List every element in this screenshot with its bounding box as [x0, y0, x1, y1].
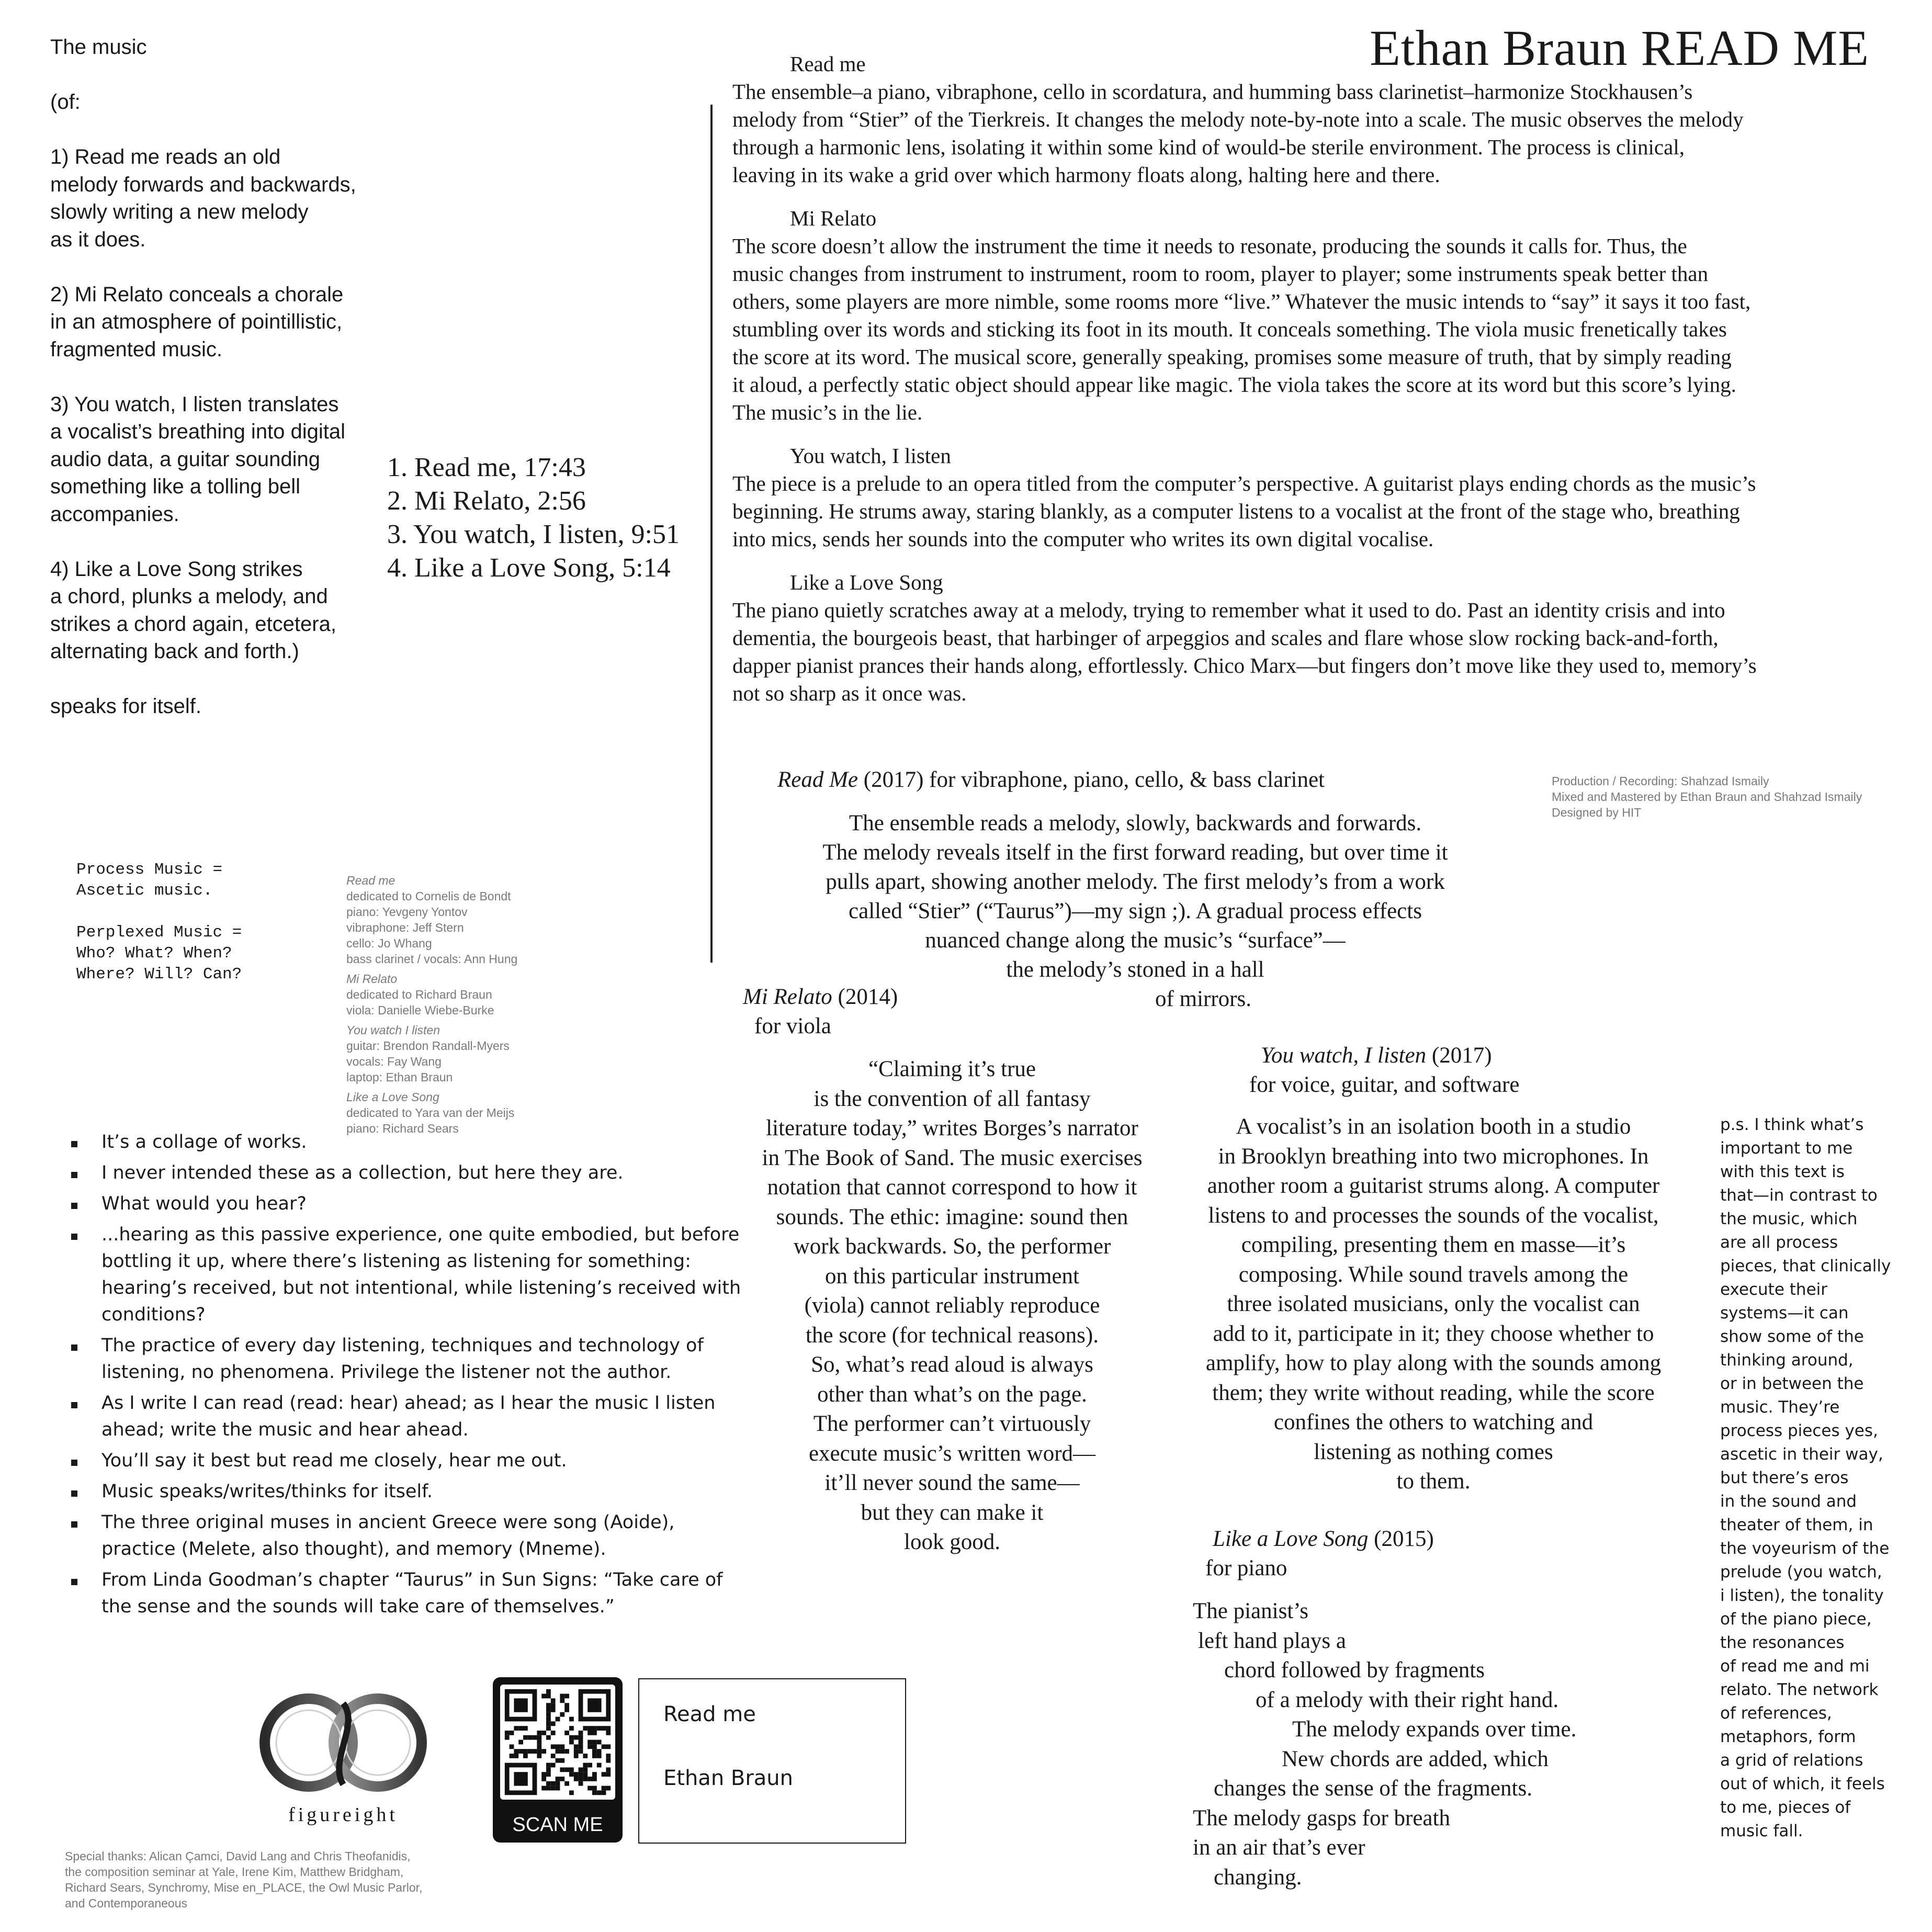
- ps-line: i listen), the tonality: [1720, 1586, 1884, 1605]
- intro-line: a vocalist’s breathing into digital: [50, 420, 346, 443]
- intro-line: 2) Mi Relato conceals a chorale: [50, 283, 344, 306]
- poem-line: in The Book of Sand. The music exercises: [762, 1145, 1143, 1170]
- credit-line: Designed by HIT: [1552, 806, 1642, 819]
- intro-line: melody forwards and backwards,: [50, 173, 356, 196]
- process-line: Where? Will? Can?: [76, 965, 242, 984]
- intro-line: 3) You watch, I listen translates: [50, 392, 339, 416]
- bullet-item: What would you hear?: [69, 1191, 754, 1217]
- thanks-line: Richard Sears, Synchromy, Mise en_PLACE, the Owl Music Parlor,: [65, 1881, 423, 1894]
- intro-line: audio data, a guitar sounding: [50, 447, 320, 471]
- note-line: into mics, sends her sounds into the computer who writes its own digital vocalise.: [732, 527, 1434, 551]
- poem-line: execute music’s written word—: [808, 1441, 1096, 1466]
- ps-line: relato. The network: [1720, 1680, 1879, 1699]
- poem-line: The performer can’t virtuously: [813, 1411, 1091, 1436]
- intro-line: speaks for itself.: [50, 695, 202, 718]
- program-notes: [732, 50, 1757, 707]
- poem-love-song-heading: Like a Love Song (2015) for piano: [1205, 1527, 1434, 1580]
- dedication-line: piano: Richard Sears: [346, 1122, 459, 1135]
- ps-line: music fall.: [1720, 1822, 1803, 1840]
- dedication-line: vocals: Fay Wang: [346, 1055, 442, 1068]
- dedication-line: viola: Danielle Wiebe-Burke: [346, 1003, 494, 1017]
- ps-line: with this text is: [1720, 1162, 1845, 1181]
- bullet-item: As I write I can read (read: hear) ahead; as I hear the music I listen ahead; write the music and hear ahead.: [69, 1390, 754, 1443]
- bullet-item: The three original muses in ancient Greece were song (Aoide), practice (Melete, also thought), and memory (Mneme).: [69, 1509, 754, 1563]
- ps-line: music. They’re: [1720, 1398, 1840, 1417]
- intro-line: fragmented music.: [50, 337, 223, 361]
- bullet-list: [69, 1129, 754, 1624]
- dedication-line: piano: Yevgeny Yontov: [346, 905, 468, 919]
- poem-line: changes the sense of the fragments.: [1214, 1776, 1532, 1801]
- track-item: 1. Read me, 17:43: [387, 453, 586, 482]
- ps-line: systems—it can: [1720, 1304, 1849, 1323]
- ps-line: that—in contrast to: [1720, 1186, 1878, 1205]
- special-thanks: [65, 1848, 422, 1911]
- poem-read-me: [777, 767, 1325, 793]
- poem-line: A vocalist’s in an isolation booth in a studio: [1236, 1114, 1631, 1139]
- poem-line: notation that cannot correspond to how it: [767, 1175, 1137, 1200]
- production-credits: [1552, 773, 1862, 820]
- poem-line: another room a guitarist strums along. A computer: [1207, 1173, 1660, 1198]
- figure-eight-serpent-icon: [250, 1688, 436, 1798]
- poem-line: compiling, presenting them en masse—it’s: [1241, 1233, 1626, 1257]
- poem-line: the melody’s stoned in a hall: [1006, 957, 1264, 982]
- ps-line: show some of the: [1720, 1327, 1864, 1346]
- qr-label: SCAN ME: [512, 1814, 603, 1836]
- poem-line: New chords are added, which: [1282, 1746, 1549, 1771]
- intro-text: [50, 33, 356, 720]
- dedication-line: guitar: Brendon Randall-Myers: [346, 1039, 510, 1053]
- poem-line: chord followed by fragments: [1224, 1658, 1485, 1682]
- poem-line: to them.: [1396, 1469, 1471, 1494]
- process-line: Ascetic music.: [76, 882, 213, 900]
- note-line: the score at its word. The musical score, generally speaking, promises some measure of truth, that by simply reading: [732, 345, 1732, 369]
- note-heading: You watch, I listen: [790, 444, 951, 468]
- poem-you-watch-heading: You watch, I listen (2017) for voice, guitar, and software: [1249, 1043, 1520, 1097]
- intro-line: in an atmosphere of pointillistic,: [50, 310, 343, 333]
- intro-line: The music: [50, 36, 147, 59]
- note-heading: Read me: [790, 52, 866, 76]
- note-line: dapper pianist prances their hands along, effortlessly. Chico Marx—but fingers don’t move like they used to, memory’s: [732, 653, 1757, 677]
- ps-line: in the sound and: [1720, 1492, 1857, 1511]
- ps-line: a grid of relations: [1720, 1751, 1863, 1770]
- poem-love-song-body: [1193, 1597, 1576, 1892]
- logo-label: figureight: [288, 1804, 398, 1826]
- poem-line: it’ll never sound the same—: [824, 1471, 1080, 1495]
- process-music-text: [76, 860, 242, 985]
- poem-line: of mirrors.: [1155, 987, 1251, 1011]
- intro-line: (of:: [50, 91, 81, 114]
- ps-line: or in between the: [1720, 1374, 1864, 1393]
- intro-line: 4) Like a Love Song strikes: [50, 557, 303, 581]
- qr-code-block[interactable]: [493, 1677, 623, 1843]
- poem-line: in an air that’s ever: [1193, 1835, 1365, 1860]
- qr-code-icon: [500, 1685, 615, 1800]
- note-line: others, some players are more nimble, some rooms more “live.” Whatever the music intends to “say” it says it too fast,: [732, 289, 1751, 313]
- dedication-line: dedicated to Cornelis de Bondt: [346, 889, 511, 903]
- intro-line: [50, 253, 356, 281]
- poem-line: confines the others to watching and: [1273, 1410, 1594, 1434]
- note-line: stumbling over its words and sticking its foot in its mouth. It conceals something. The viola music frenetically takes: [732, 317, 1727, 341]
- intro-line: 1) Read me reads an old: [50, 145, 281, 168]
- ps-line: of read me and mi: [1720, 1657, 1870, 1676]
- ps-line: the music, which: [1720, 1210, 1858, 1228]
- poem-line: The pianist’s: [1193, 1599, 1308, 1623]
- ps-line: execute their: [1720, 1280, 1827, 1299]
- poem-mi-relato-body: [691, 1055, 1214, 1557]
- intro-line: alternating back and forth.): [50, 640, 299, 663]
- poem-line: three isolated musicians, only the vocalist can: [1227, 1292, 1640, 1316]
- track-item: 3. You watch, I listen, 9:51: [387, 519, 680, 549]
- note-line: beginning. He strums away, staring blankly, as a computer listens to a vocalist at the front of the stage who, breathing: [732, 499, 1740, 523]
- note-line: dementia, the bourgeois beast, that harbinger of arpeggios and scales and flare whose slow rocking back-and-forth,: [732, 626, 1719, 650]
- poem-you-watch-body: [1172, 1112, 1695, 1497]
- intro-line: [50, 116, 356, 144]
- thanks-line: and Contemporaneous: [65, 1896, 187, 1910]
- ps-line: of the piano piece,: [1720, 1610, 1872, 1629]
- note-line: The ensemble–a piano, vibraphone, cello in scordatura, and humming bass clarinetist–harmonize Stockhausen’s: [732, 80, 1693, 104]
- ps-line: thinking around,: [1720, 1351, 1854, 1370]
- note-line: The score doesn’t allow the instrument the time it needs to resonate, producing the sounds it calls for. Thus, the: [732, 234, 1687, 258]
- dedication-line: dedicated to Richard Braun: [346, 988, 492, 1001]
- dedication-line: bass clarinet / vocals: Ann Hung: [346, 952, 518, 966]
- poem-line: other than what’s on the page.: [817, 1382, 1087, 1407]
- note-line: it aloud, a perfectly static object should appear like magic. The viola takes the score at its word but this score’s lying.: [732, 372, 1736, 397]
- poem-line: look good.: [904, 1530, 1000, 1554]
- figureight-logo: [250, 1688, 436, 1824]
- poem-line: changing.: [1214, 1865, 1302, 1890]
- ps-line: to me, pieces of: [1720, 1798, 1851, 1817]
- ps-line: out of which, it feels: [1720, 1775, 1885, 1793]
- intro-line: [50, 528, 356, 556]
- poem-line: The melody gasps for breath: [1193, 1805, 1450, 1831]
- ps-line: important to me: [1720, 1139, 1853, 1158]
- poem-mi-relato-heading: Mi Relato (2014) for viola: [743, 985, 898, 1038]
- process-line: Perplexed Music =: [76, 923, 242, 942]
- note-heading: Like a Love Song: [790, 570, 943, 594]
- bullet-item: ...hearing as this passive experience, one quite embodied, but before bottling it up, where there’s listening as listening for something: hearing’s received, but not intentional, while listening’s received with conditions?: [69, 1222, 754, 1328]
- poem-line: literature today,” writes Borges’s narrator: [766, 1116, 1138, 1140]
- poem-line: sounds. The ethic: imagine: sound then: [776, 1204, 1128, 1229]
- vertical-divider: [710, 105, 713, 963]
- ps-line: prelude (you watch,: [1720, 1563, 1882, 1581]
- bullet-item: The practice of every day listening, techniques and technology of listening, no phenomena. Privilege the listener not the author.: [69, 1332, 754, 1386]
- process-line: Process Music =: [76, 861, 223, 879]
- poem-line: (viola) cannot reliably reproduce: [804, 1293, 1100, 1318]
- ps-line: process pieces yes,: [1720, 1421, 1878, 1440]
- poem-line: them; they write without reading, while the score: [1212, 1380, 1655, 1405]
- poem-line: composing. While sound travels among the: [1238, 1262, 1629, 1287]
- page-title: Ethan Braun READ ME: [1370, 20, 1869, 76]
- poem-line: the score (for technical reasons).: [806, 1323, 1099, 1348]
- intro-line: [50, 665, 356, 693]
- poem-line: on this particular instrument: [824, 1263, 1080, 1289]
- ps-line: theater of them, in: [1720, 1516, 1873, 1534]
- poem-line: amplify, how to play along with the sounds among: [1205, 1351, 1662, 1375]
- card-artist: Ethan Braun: [663, 1766, 793, 1790]
- poem-line: called “Stier” (“Taurus”)—my sign ;). A gradual process effects: [849, 899, 1422, 923]
- intro-line: strikes a chord again, etcetera,: [50, 612, 336, 636]
- dedication-line: dedicated to Yara van der Meijs: [346, 1106, 515, 1120]
- ps-line: the voyeurism of the: [1720, 1539, 1890, 1558]
- note-heading: Mi Relato: [790, 206, 877, 230]
- intro-line: accompanies.: [50, 502, 179, 526]
- ps-line: of references,: [1720, 1704, 1832, 1723]
- poem-line: The ensemble reads a melody, slowly, backwards and forwards.: [849, 811, 1422, 835]
- ps-line: the resonances: [1720, 1633, 1845, 1652]
- intro-line: something like a tolling bell: [50, 475, 301, 498]
- track-item: 4. Like a Love Song, 5:14: [387, 553, 671, 583]
- bullet-item: It’s a collage of works.: [69, 1129, 754, 1156]
- ps-line: p.s. I think what’s: [1720, 1115, 1864, 1134]
- poem-line: work backwards. So, the performer: [793, 1234, 1111, 1259]
- track-list: [387, 451, 680, 585]
- ps-line: pieces, that clinically: [1720, 1257, 1891, 1275]
- note-line: music changes from instrument to instrument, room to room, player to player; some instruments speak better than: [732, 262, 1709, 286]
- poem-line: add to it, participate in it; they choose whether to: [1213, 1321, 1654, 1346]
- dedication-title: Mi Relato: [346, 972, 398, 986]
- poem-line: pulls apart, showing another melody. The first melody’s from a work: [826, 869, 1445, 894]
- intro-line: [50, 61, 356, 89]
- intro-line: as it does.: [50, 228, 146, 251]
- poem-read-me-title: Read Me (2017) for vibraphone, piano, cello, & bass clarinet: [777, 767, 1325, 792]
- credit-line: Production / Recording: Shahzad Ismaily: [1552, 774, 1769, 788]
- note-line: melody from “Stier” of the Tierkreis. It changes the melody note-by-note into a scale. The music observes the melody: [732, 107, 1744, 131]
- ps-note: [1720, 1113, 1891, 1843]
- poem-line: but they can make it: [861, 1500, 1044, 1525]
- dedication-line: laptop: Ethan Braun: [346, 1070, 453, 1084]
- dedication-title: Like a Love Song: [346, 1090, 439, 1104]
- dedications: [346, 873, 517, 1136]
- dedication-title: Read me: [346, 874, 396, 887]
- poem-line: listening as nothing comes: [1314, 1439, 1553, 1464]
- dedication-line: vibraphone: Jeff Stern: [346, 921, 464, 934]
- poem-line: listens to and processes the sounds of the vocalist,: [1208, 1203, 1659, 1228]
- poem-line: So, what’s read aloud is always: [811, 1352, 1093, 1377]
- note-line: not so sharp as it once was.: [732, 681, 967, 705]
- process-line: [76, 901, 242, 922]
- poem-line: nuanced change along the music’s “surface”—: [925, 928, 1346, 953]
- poem-line: is the convention of all fantasy: [814, 1086, 1091, 1111]
- ps-line: metaphors, form: [1720, 1727, 1856, 1746]
- process-line: Who? What? When?: [76, 944, 232, 963]
- intro-line: slowly writing a new melody: [50, 200, 309, 223]
- credit-line: Mixed and Mastered by Ethan Braun and Shahzad Ismaily: [1552, 790, 1862, 804]
- track-item: 2. Mi Relato, 2:56: [387, 486, 586, 516]
- note-line: through a harmonic lens, isolating it within some kind of would-be sterile environment. The process is clinical,: [732, 135, 1685, 159]
- intro-line: [50, 363, 356, 391]
- bullet-item: I never intended these as a collection, but here they are.: [69, 1160, 754, 1187]
- note-line: The music’s in the lie.: [732, 400, 923, 424]
- card-title: Read me: [663, 1702, 756, 1726]
- poem-line: of a melody with their right hand.: [1256, 1687, 1559, 1712]
- bullet-item: From Linda Goodman’s chapter “Taurus” in Sun Signs: “Take care of the sense and the sounds will take care of themselves.”: [69, 1567, 754, 1620]
- poem-line: in Brooklyn breathing into two microphones. In: [1218, 1144, 1649, 1169]
- dedication-line: cello: Jo Whang: [346, 936, 432, 950]
- release-card: [638, 1678, 906, 1844]
- ps-line: but there’s eros: [1720, 1468, 1849, 1487]
- poem-line: “Claiming it’s true: [868, 1057, 1036, 1081]
- ps-line: are all process: [1720, 1233, 1838, 1252]
- poem-line: left hand plays a: [1198, 1628, 1346, 1653]
- dedication-title: You watch I listen: [346, 1023, 440, 1037]
- intro-line: a chord, plunks a melody, and: [50, 585, 328, 608]
- poem-line: The melody expands over time.: [1292, 1717, 1577, 1742]
- note-line: The piano quietly scratches away at a melody, trying to remember what it used to do. Past an identity crisis and into: [732, 598, 1725, 622]
- note-line: The piece is a prelude to an opera titled from the computer’s perspective. A guitarist plays ending chords as the music’s: [732, 471, 1756, 495]
- thanks-line: Special thanks: Alican Çamci, David Lang and Chris Theofanidis,: [65, 1849, 411, 1863]
- note-line: leaving in its wake a grid over which harmony floats along, halting here and there.: [732, 163, 1440, 187]
- ps-line: ascetic in their way,: [1720, 1445, 1883, 1464]
- poem-line: The melody reveals itself in the first forward reading, but over time it: [822, 840, 1448, 865]
- thanks-line: the composition seminar at Yale, Irene Kim, Matthew Bridgham,: [65, 1865, 404, 1879]
- bullet-item: You’ll say it best but read me closely, hear me out.: [69, 1448, 754, 1474]
- bullet-item: Music speaks/writes/thinks for itself.: [69, 1478, 754, 1505]
